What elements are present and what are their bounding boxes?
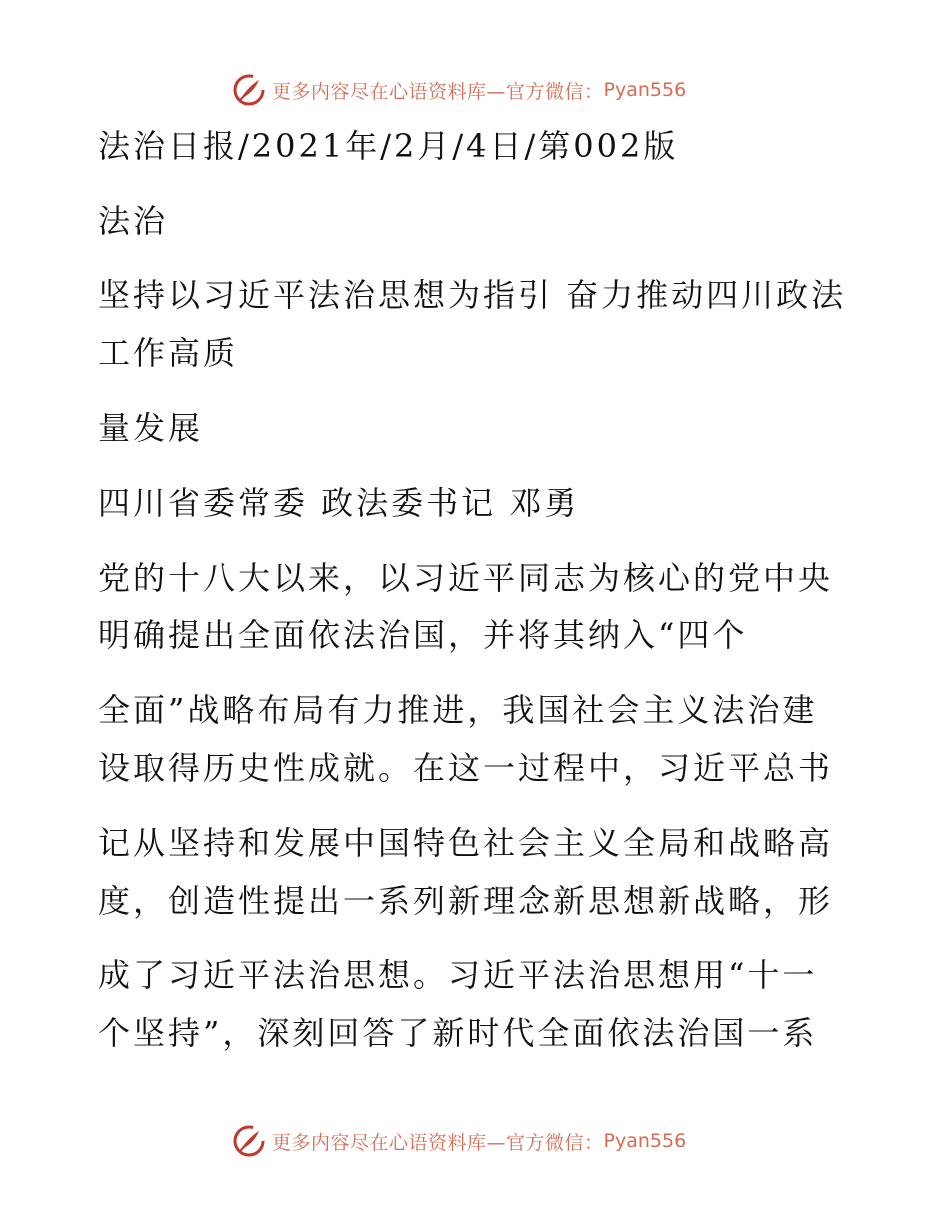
feather-pen-logo-icon	[232, 73, 266, 107]
paragraph-line: 党的十八大以来，以习近平同志为核心的党中央	[98, 559, 834, 597]
paragraph-line: 成了习近平法治思想。习近平法治思想用“十一	[98, 956, 818, 994]
paragraph-line: 个坚持”，深刻回答了新时代全面依法治国一系	[98, 1014, 818, 1052]
article-title-line-2: 工作高质	[98, 334, 239, 372]
article-title-line-3: 量发展	[98, 409, 204, 447]
article-title-line-1: 坚持以习近平法治思想为指引 奋力推动四川政法	[98, 276, 847, 314]
author-line: 四川省委常委 政法委书记 邓勇	[98, 484, 580, 522]
section-label: 法治	[98, 202, 169, 240]
paragraph-line: 记从坚持和发展中国特色社会主义全局和战略高	[98, 824, 834, 862]
watermark-wechat-id: Pyan556	[603, 1130, 687, 1152]
paragraph-line: 全面”战略布局有力推进，我国社会主义法治建	[98, 691, 818, 729]
article-source-line: 法治日报/2021年/2月/4日/第002版	[98, 127, 679, 165]
footer-watermark	[232, 1124, 686, 1158]
watermark-text: 更多内容尽在心语资料库—官方微信：	[272, 1131, 604, 1154]
paragraph-line: 度，创造性提出一系列新理念新思想新战略，形	[98, 882, 834, 920]
feather-pen-logo-icon	[232, 1124, 266, 1158]
watermark-wechat-id: Pyan556	[603, 79, 687, 101]
watermark-text: 更多内容尽在心语资料库—官方微信：	[272, 80, 604, 103]
paragraph-line: 明确提出全面依法治国，并将其纳入“四个	[98, 616, 748, 654]
paragraph-line: 设取得历史性成就。在这一过程中，习近平总书	[98, 749, 834, 787]
header-watermark	[232, 73, 686, 107]
